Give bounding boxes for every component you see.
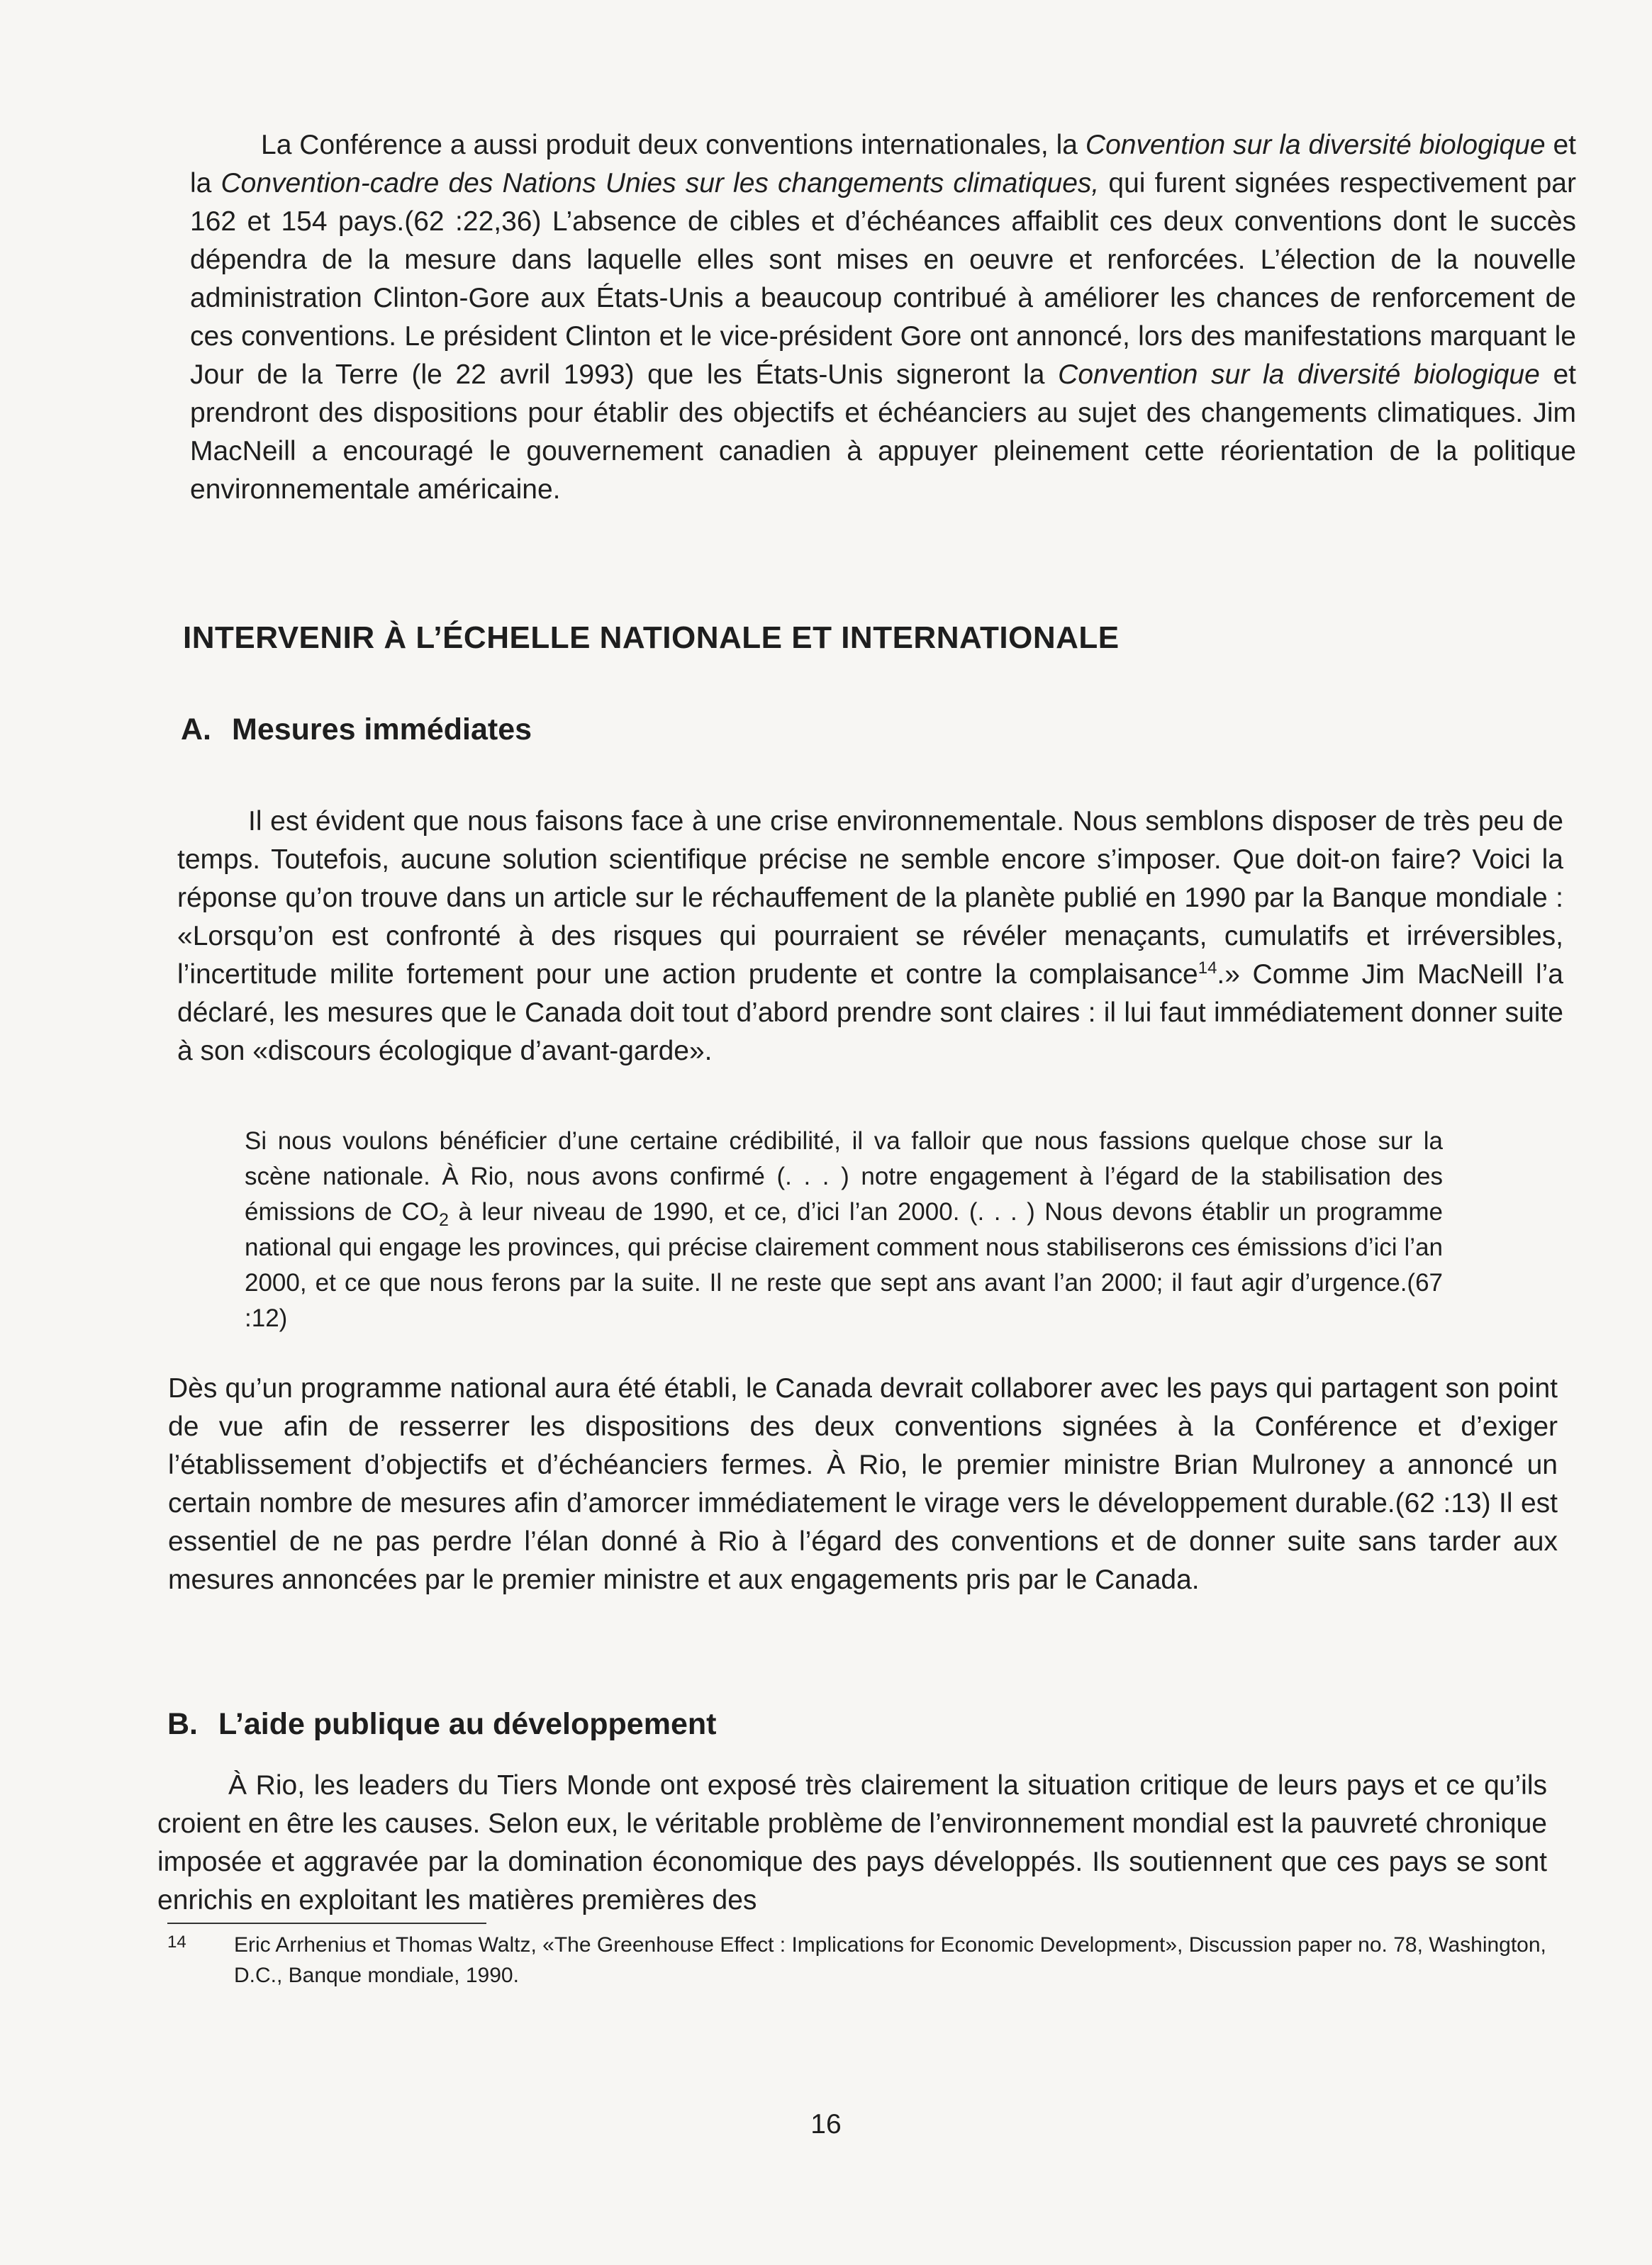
block-quote-text bbox=[245, 1124, 1443, 1336]
text-run: Il est évident que nous faisons face à une crise environnementale. Nous semblons disposer de très peu de temps. Toutefois, aucune solution scientifique précise ne semble encore s’imposer. Que doit-on faire? Voici la réponse qu’on trouve dans un article sur le réchauffement de la planète publié en 1990 par la Banque mondiale : «Lorsqu’on est confronté à des risques qui pourraient se révéler menaçants, cumulatifs et irréversibles, l’incertitude milite fortement pour une action prudente et contre la complaisance bbox=[177, 806, 1563, 990]
text-run: La Conférence a aussi produit deux conventions internationales, la bbox=[261, 130, 1085, 160]
subheading-a bbox=[181, 712, 532, 747]
footnote-divider bbox=[167, 1923, 486, 1924]
paragraph-third-world-text: À Rio, les leaders du Tiers Monde ont exposé très clairement la situation critique de leurs pays et ce qu’ils croient en être les causes. Selon eux, le véritable problème de l’environnement mondial est la pauvreté chronique imposée et aggravée par la domination économique des pays développés. Ils soutiennent que ces pays se sont enrichis en exploitant les matières premières des bbox=[157, 1770, 1547, 1916]
block-quote-macneill bbox=[245, 1124, 1443, 1336]
italic-title-convention-biodiversity: Convention sur la diversité biologique bbox=[1085, 130, 1546, 160]
text-run: et la bbox=[190, 130, 1576, 198]
section-heading-national-international: INTERVENIR À L’ÉCHELLE NATIONALE ET INTERNATIONALE bbox=[183, 620, 1120, 655]
paragraph-national-program bbox=[168, 1370, 1558, 1599]
text-run: et prendront des dispositions pour établir des objectifs et échéanciers au sujet des changements climatiques. Jim MacNeill a encouragé le gouvernement canadien à appuyer pleinement cette réorientation de la politique environnementale américaine. bbox=[190, 359, 1576, 505]
footnote-number: 14 bbox=[167, 1933, 186, 1952]
text-run: .» Comme Jim MacNeill l’a déclaré, les mesures que le Canada doit tout d’abord prendre sont claires : il lui faut immédiatement donner suite à son «discours écologique d’avant-garde». bbox=[177, 959, 1563, 1066]
paragraph-crisis-text bbox=[177, 802, 1563, 1070]
italic-title-convention-climate: Convention-cadre des Nations Unies sur les changements climatiques, bbox=[221, 168, 1100, 198]
text-run: Si nous voulons bénéficier d’une certaine crédibilité, il va falloir que nous fassions quelque chose sur la scène nationale. À Rio, nous avons confirmé (. . . ) notre engagement à l’égard de la stabilisation des émissions de CO bbox=[245, 1127, 1443, 1226]
subheading-title: L’aide publique au développement bbox=[218, 1707, 717, 1741]
subscript: 2 bbox=[439, 1210, 449, 1230]
text-run: à leur niveau de 1990, et ce, d’ici l’an 2000. (. . . ) Nous devons établir un programme national qui engage les provinces, qui précise clairement comment nous stabiliserons ces émissions d’ici l’an 2000, et ce que nous ferons par la suite. Il ne reste que sept ans avant l’an 2000; il faut agir d’urgence.(67 :12) bbox=[245, 1198, 1443, 1332]
footnote-ref: 14 bbox=[1198, 958, 1217, 978]
paragraph-crisis bbox=[177, 802, 1563, 1070]
subheading-title: Mesures immédiates bbox=[232, 712, 532, 746]
italic-title-convention-biodiversity: Convention sur la diversité biologique bbox=[1058, 359, 1540, 390]
text-run: qui furent signées respectivement par 162 et 154 pays.(62 :22,36) L’absence de cibles et d’échéances affaiblit ces deux conventions dont le succès dépendra de la mesure dans laquelle elles sont mises en oeuvre et renforcées. L’élection de la nouvelle administration Clinton-Gore aux États-Unis a beaucoup contribué à améliorer les chances de renforcement de ces conventions. Le président Clinton et le vice-président Gore ont annoncé, lors des manifestations marquant le Jour de la Terre (le 22 avril 1993) que les États-Unis signeront la bbox=[190, 168, 1576, 390]
subheading-b bbox=[167, 1707, 716, 1742]
paragraph-national-program-text: Dès qu’un programme national aura été établi, le Canada devrait collaborer avec les pays qui partagent son point de vue afin de resserrer les dispositions des deux conventions signées à la Conférence et d’exiger l’établissement d’objectifs et d’échéanciers fermes. À Rio, le premier ministre Brian Mulroney a annoncé un certain nombre de mesures afin d’amorcer immédiatement le virage vers le développement durable.(62 :13) Il est essentiel de ne pas perdre l’élan donné à Rio à l’égard des conventions et de donner suite sans tarder aux mesures annoncées par le premier ministre et aux engagements pris par le Canada. bbox=[168, 1373, 1558, 1595]
subheading-letter: A. bbox=[181, 712, 211, 746]
footnote bbox=[167, 1930, 1550, 1991]
page-number: 16 bbox=[810, 2109, 842, 2140]
paragraph-conventions bbox=[190, 126, 1576, 509]
subheading-letter: B. bbox=[167, 1707, 198, 1741]
paragraph-conventions-text bbox=[190, 126, 1576, 509]
footnote-text: Eric Arrhenius et Thomas Waltz, «The Greenhouse Effect : Implications for Economic Development», Discussion paper no. 78, Washington, D.C., Banque mondiale, 1990. bbox=[234, 1933, 1546, 1987]
paragraph-third-world bbox=[157, 1767, 1547, 1920]
